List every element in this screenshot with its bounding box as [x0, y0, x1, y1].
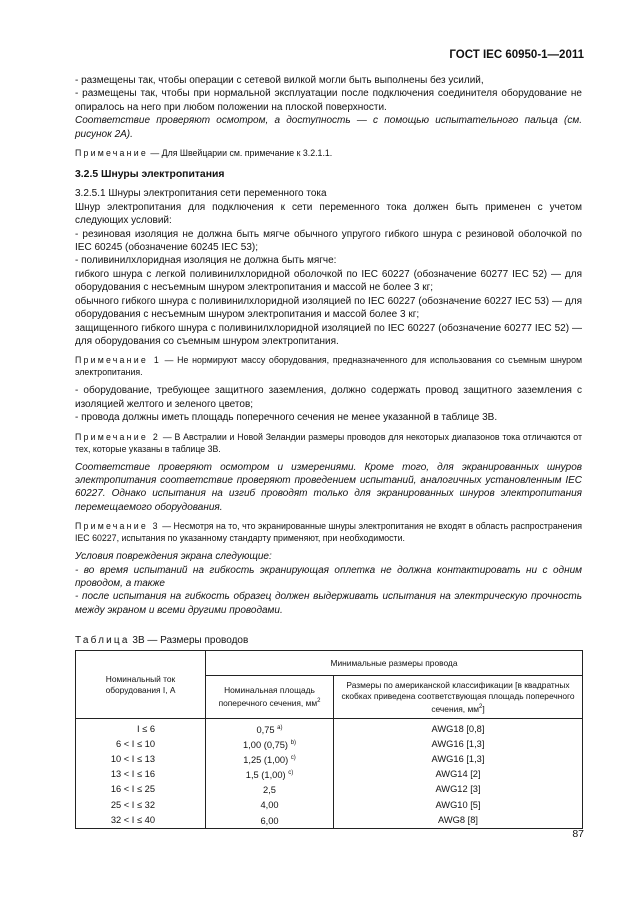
awg-size: AWG16 [1,3] [334, 737, 583, 752]
note-label: Примечание 3 [75, 521, 160, 532]
awg-size: AWG8 [8] [334, 813, 583, 829]
subsection-title: 3.2.5.1 Шнуры электропитания сети переменного тока [75, 188, 327, 200]
note-text: — Не нормируют массу оборудования, предназначенного для использования со съемным шнуром электропитания. [75, 355, 583, 378]
header-min-size: Минимальные размеры провода [206, 651, 583, 676]
document-id: ГОСТ IEC 60950-1—2011 [449, 49, 584, 61]
paragraph: - резиновая изоляция не должна быть мягче обычного упругого гибкого шнура с резиновой оболочкой по IEC 60245 (обозначение 60245 IEC 53); [75, 228, 582, 254]
table-row [76, 767, 583, 782]
header-awg-sup: 2 [478, 703, 483, 710]
table-row [76, 737, 583, 752]
footnote-mark: c) [290, 755, 296, 762]
note-label: Примечание 2 [75, 431, 161, 442]
cross-section [206, 813, 334, 829]
cross-section [206, 719, 334, 738]
section-title: 3.2.5 Шнуры электропитания [75, 169, 225, 181]
paragraph: - поливинилхлоридная изоляция не должна быть мягче: [75, 255, 337, 267]
note-text: — Несмотря на то, что экранированные шнуры электропитания не входят в область распространения IEC 60227, испытания по указанному стандарту применяют, при необходимости. [75, 521, 583, 544]
cross-section [206, 752, 334, 767]
paragraph: - после испытания на гибкость образец должен выдерживать испытания на электрическую прочность между экраном и всеми другими проводами. [75, 591, 582, 616]
awg-size: AWG12 [3] [334, 782, 583, 797]
footnote-mark: b) [290, 740, 296, 747]
paragraph: Шнур электропитания для подключения к сети переменного тока должен быть применен с учетом следующих условий: [75, 201, 582, 227]
table-body [76, 719, 583, 829]
table-caption [75, 635, 248, 646]
note-label: Примечание [75, 148, 148, 159]
note-2 [75, 431, 582, 455]
current-range: I ≤ 6 [76, 719, 206, 738]
table-row [76, 813, 583, 829]
cross-section [206, 737, 334, 752]
paragraph: - размещены так, чтобы при нормальной эксплуатации после подключения соединителя оборудование не опиралось на него при любом положении на плоской поверхности. [75, 88, 582, 113]
cross-section [206, 797, 334, 812]
cross-section-value: 1,00 (0,75) [243, 740, 289, 751]
current-range: 32 < I ≤ 40 [76, 813, 206, 829]
table-row [76, 797, 583, 812]
header-area-sup: 2 [317, 698, 321, 705]
current-range: 25 < I ≤ 32 [76, 797, 206, 812]
header-awg [334, 676, 583, 719]
caption-text: 3В — Размеры проводов [129, 635, 249, 646]
body-text [75, 74, 582, 617]
paragraph: Соответствие проверяют осмотром, а доступность — с помощью испытательного пальца (см. рисунок 2А). [75, 115, 582, 140]
note-text: — В Австралии и Новой Зеландии размеры проводов для некоторых диапазонов тока отличаются от тех, которые указаны в таблице 3В. [75, 431, 583, 454]
paragraph: Условия повреждения экрана следующие: [75, 551, 272, 563]
header-awg-end: ] [482, 703, 485, 714]
cross-section-value: 2,5 [263, 785, 276, 796]
awg-size: AWG18 [0,8] [334, 719, 583, 738]
paragraph: защищенного гибкого шнура с поливинилхлоридной изоляцией по IEC 60227 (обозначение 60277 IEC 52) — для оборудования со съемным шнуром электропитания. [75, 322, 582, 347]
cross-section [206, 767, 334, 782]
paragraph: гибкого шнура с легкой поливинилхлоридной оболочкой по IEC 60227 (обозначение 60277 IEC 52) — для оборудования с несъемным шнуром электропитания и массой не более 3 кг; [75, 268, 582, 294]
current-range: 16 < I ≤ 25 [76, 782, 206, 797]
awg-size: AWG14 [2] [334, 767, 583, 782]
cross-section-value: 1,5 (1,00) [245, 770, 286, 781]
cross-section-value: 4,00 [260, 800, 279, 811]
awg-size: AWG10 [5] [334, 797, 583, 812]
header-awg-text: Размеры по американской классификации [в квадратных скобках приведена соответствующая площадь поперечного сечения, мм [341, 679, 575, 714]
page-number: 87 [572, 828, 584, 840]
paragraph: обычного гибкого шнура с поливинилхлоридной изоляцией по IEC 60227 (обозначение 60227 IEC 53) — для оборудования с несъемным шнуром электропитания и массой более 3 кг; [75, 295, 582, 321]
header-current: Номинальный ток оборудования I, А [76, 651, 206, 719]
footnote-mark: c) [288, 770, 294, 777]
wire-size-table [75, 650, 583, 829]
note-text: — Для Швейцарии см. примечание к 3.2.1.1. [147, 148, 333, 159]
cross-section [206, 782, 334, 797]
caption-label: Таблица [75, 635, 130, 646]
paragraph: - во время испытаний на гибкость экранирующая оплетка не должна контактировать ни с одним проводом, а также [75, 564, 582, 589]
note-3 [75, 520, 582, 544]
paragraph: - размещены так, чтобы операции с сетевой вилкой могли быть выполнены без усилий, [75, 75, 484, 86]
cross-section-value: 1,25 (1,00) [243, 755, 289, 766]
header-area-text: Номинальная площадь поперечного сечения, мм [218, 685, 318, 708]
table-row [76, 752, 583, 767]
awg-size: AWG16 [1,3] [334, 752, 583, 767]
current-range: 6 < I ≤ 10 [76, 737, 206, 752]
paragraph: Соответствие проверяют осмотром и измерениями. Кроме того, для экранированных шнуров электропитания соответствие проверяют проведением испытаний, аналогичных установленным IEC 60227. Однако испытания на изгиб проводят только для экранированных шнуров электропитания перемещаемого оборудования. [75, 461, 582, 513]
table-row [76, 719, 583, 738]
current-range: 13 < I ≤ 16 [76, 767, 206, 782]
footnote-mark: a) [277, 725, 283, 731]
header-area [206, 676, 334, 719]
current-range: 10 < I ≤ 13 [76, 752, 206, 767]
note-0 [75, 147, 582, 159]
note-1 [75, 354, 582, 378]
cross-section-value: 6,00 [260, 815, 279, 826]
paragraph: - оборудование, требующее защитного заземления, должно содержать провод защитного заземления с изоляцией желтого и зеленого цветов; [75, 385, 582, 410]
note-label: Примечание 1 [75, 355, 161, 366]
table-row [76, 782, 583, 797]
paragraph: - провода должны иметь площадь поперечного сечения не менее указанной в таблице 3В. [75, 412, 498, 424]
cross-section-value: 0,75 [256, 725, 275, 736]
